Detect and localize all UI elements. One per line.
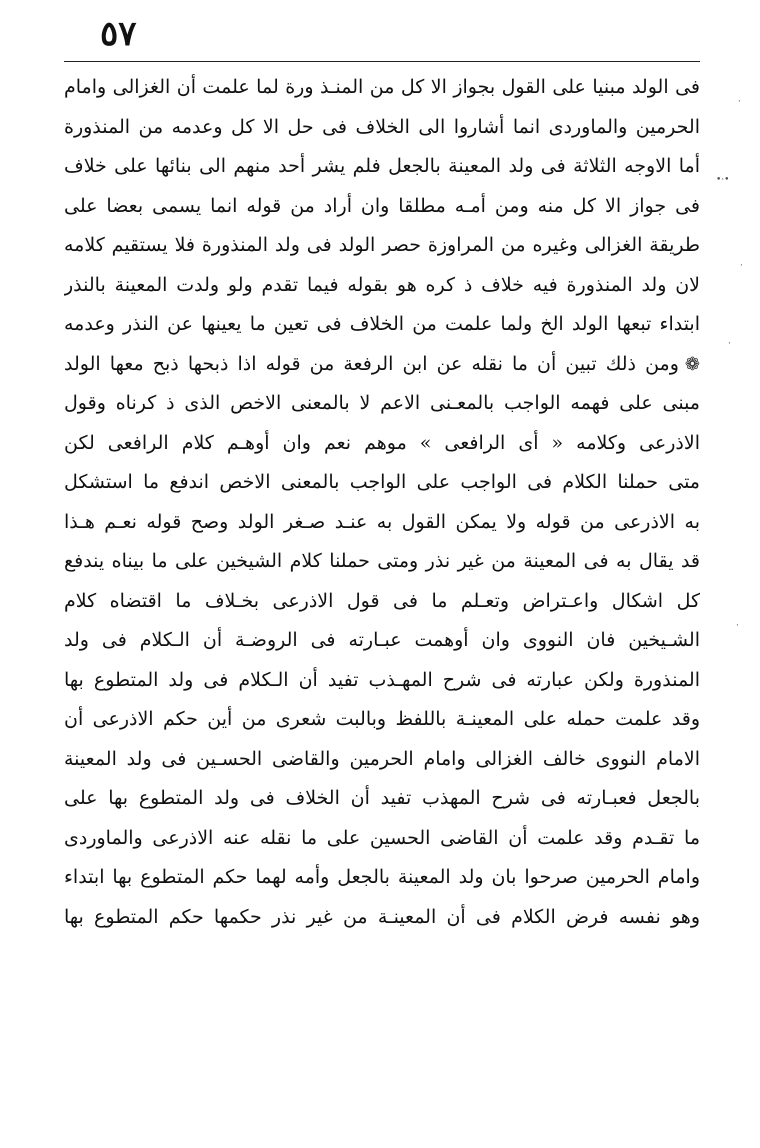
text-body	[64, 68, 700, 937]
text-line: ما تقـدم وقد علمت أن القاضى الحسين على ما نقله عنه الاذرعى والماوردى	[64, 826, 700, 849]
text-line: طريقة الغزالى وغيره من المراوزة حصر الولد فى ولد المنذورة فلا يستقيم كلامه	[64, 234, 700, 256]
text-line: به الاذرعى من قوله ولا يمكن القول به عنـد صـغر الولد وصح قوله نعـم هـذا	[64, 510, 700, 533]
text-line: وقد علمت حمله على المعينـة باللفظ وبالبت شعرى من أين حكم الاذرعى أن	[64, 708, 700, 730]
margin-speck: •·•	[716, 175, 730, 185]
text-line: فى الولد مبنيا على القول بجواز الا كل من المنـذ ورة لما علمت أن الغزالى وامام	[64, 76, 700, 98]
text-line: الاذرعى وكلامه « أى الرافعى » موهم نعم وان أوهـم كلام الرافعى لكن	[64, 431, 700, 454]
margin-speck: ·	[740, 261, 743, 271]
text-line: أما الاوجه الثلاثة فى ولد المعينة بالجعل فلم يشر أحد منهم الى بنائها على خلاف	[64, 155, 700, 177]
text-line: ومن ذلك تبين أن ما نقله عن ابن الرفعة من قوله اذا ذبحها ذبح معها الولد	[64, 352, 679, 375]
text-line: بالجعل فعبـارته فى شرح المهذب تفيد أن الخلاف فى ولد المتطوع بها على	[64, 787, 700, 809]
page-number: ٥٧	[100, 14, 137, 54]
margin-speck: ·	[738, 97, 741, 107]
text-line: قد يقال به فى المعينة من غير نذر ومتى حملنا كلام الشيخين على ما بيناه يندفع	[64, 550, 700, 572]
text-line: الحرمين والماوردى انما أشاروا الى الخلاف فى حل الا كل وعدمه من المنذورة	[64, 115, 700, 138]
text-line: وامام الحرمين صرحوا بان ولد المعينة بالجعل وأمه لهما حكم المتطوع بها ابتداء	[64, 866, 700, 888]
text-line: وهو نفسه فرض الكلام فى أن المعينـة من غير نذر حكمها حكم المتطوع بها	[64, 905, 700, 928]
margin-speck: ·	[728, 339, 731, 349]
header-rule	[64, 61, 700, 62]
text-line: الامام النووى خالف الغزالى وامام الحرمين والقاضى الحسـين فى ولد المعينة	[64, 747, 700, 770]
section-ornament-icon: ❁	[684, 353, 700, 375]
text-line: الشـيخين فان النووى وان أوهمت عبـارته فى الروضـة أن الـكلام فى ولد	[64, 629, 700, 651]
text-line: مبنى على فهمه الواجب بالمعـنى الاعم لا بالمعنى الاخص الذى ذ كرناه وقول	[64, 392, 700, 414]
text-line: كل اشكال واعـتراض وتعـلم ما فى قول الاذرعى بخـلاف ما اقتضاه كلام	[64, 589, 700, 612]
text-line: المنذورة ولكن عبارته فى شرح المهـذب تفيد أن الـكلام فى ولد المتطوع بها	[64, 668, 700, 691]
text-line: لان ولد المنذورة فيه خلاف ذ كره هو بقوله فيما تقدم ولو ولدت المعينة بالنذر	[64, 273, 700, 296]
text-line: ابتداء تبعها الولد الخ ولما علمت من الخلاف فى تعين ما يعينها عن النذر وعدمه	[64, 313, 700, 335]
text-line: متى حملنا الكلام فى الواجب على الواجب بالمعنى الاخص اندفع ما استشكل	[64, 471, 700, 493]
text-line: فى جواز الا كل منه ومن أمـه مطلقا وان أراد من قوله انما يسمى بعضا على	[64, 194, 700, 217]
text-line-with-ornament	[64, 345, 700, 385]
margin-speck: ·	[736, 621, 739, 631]
